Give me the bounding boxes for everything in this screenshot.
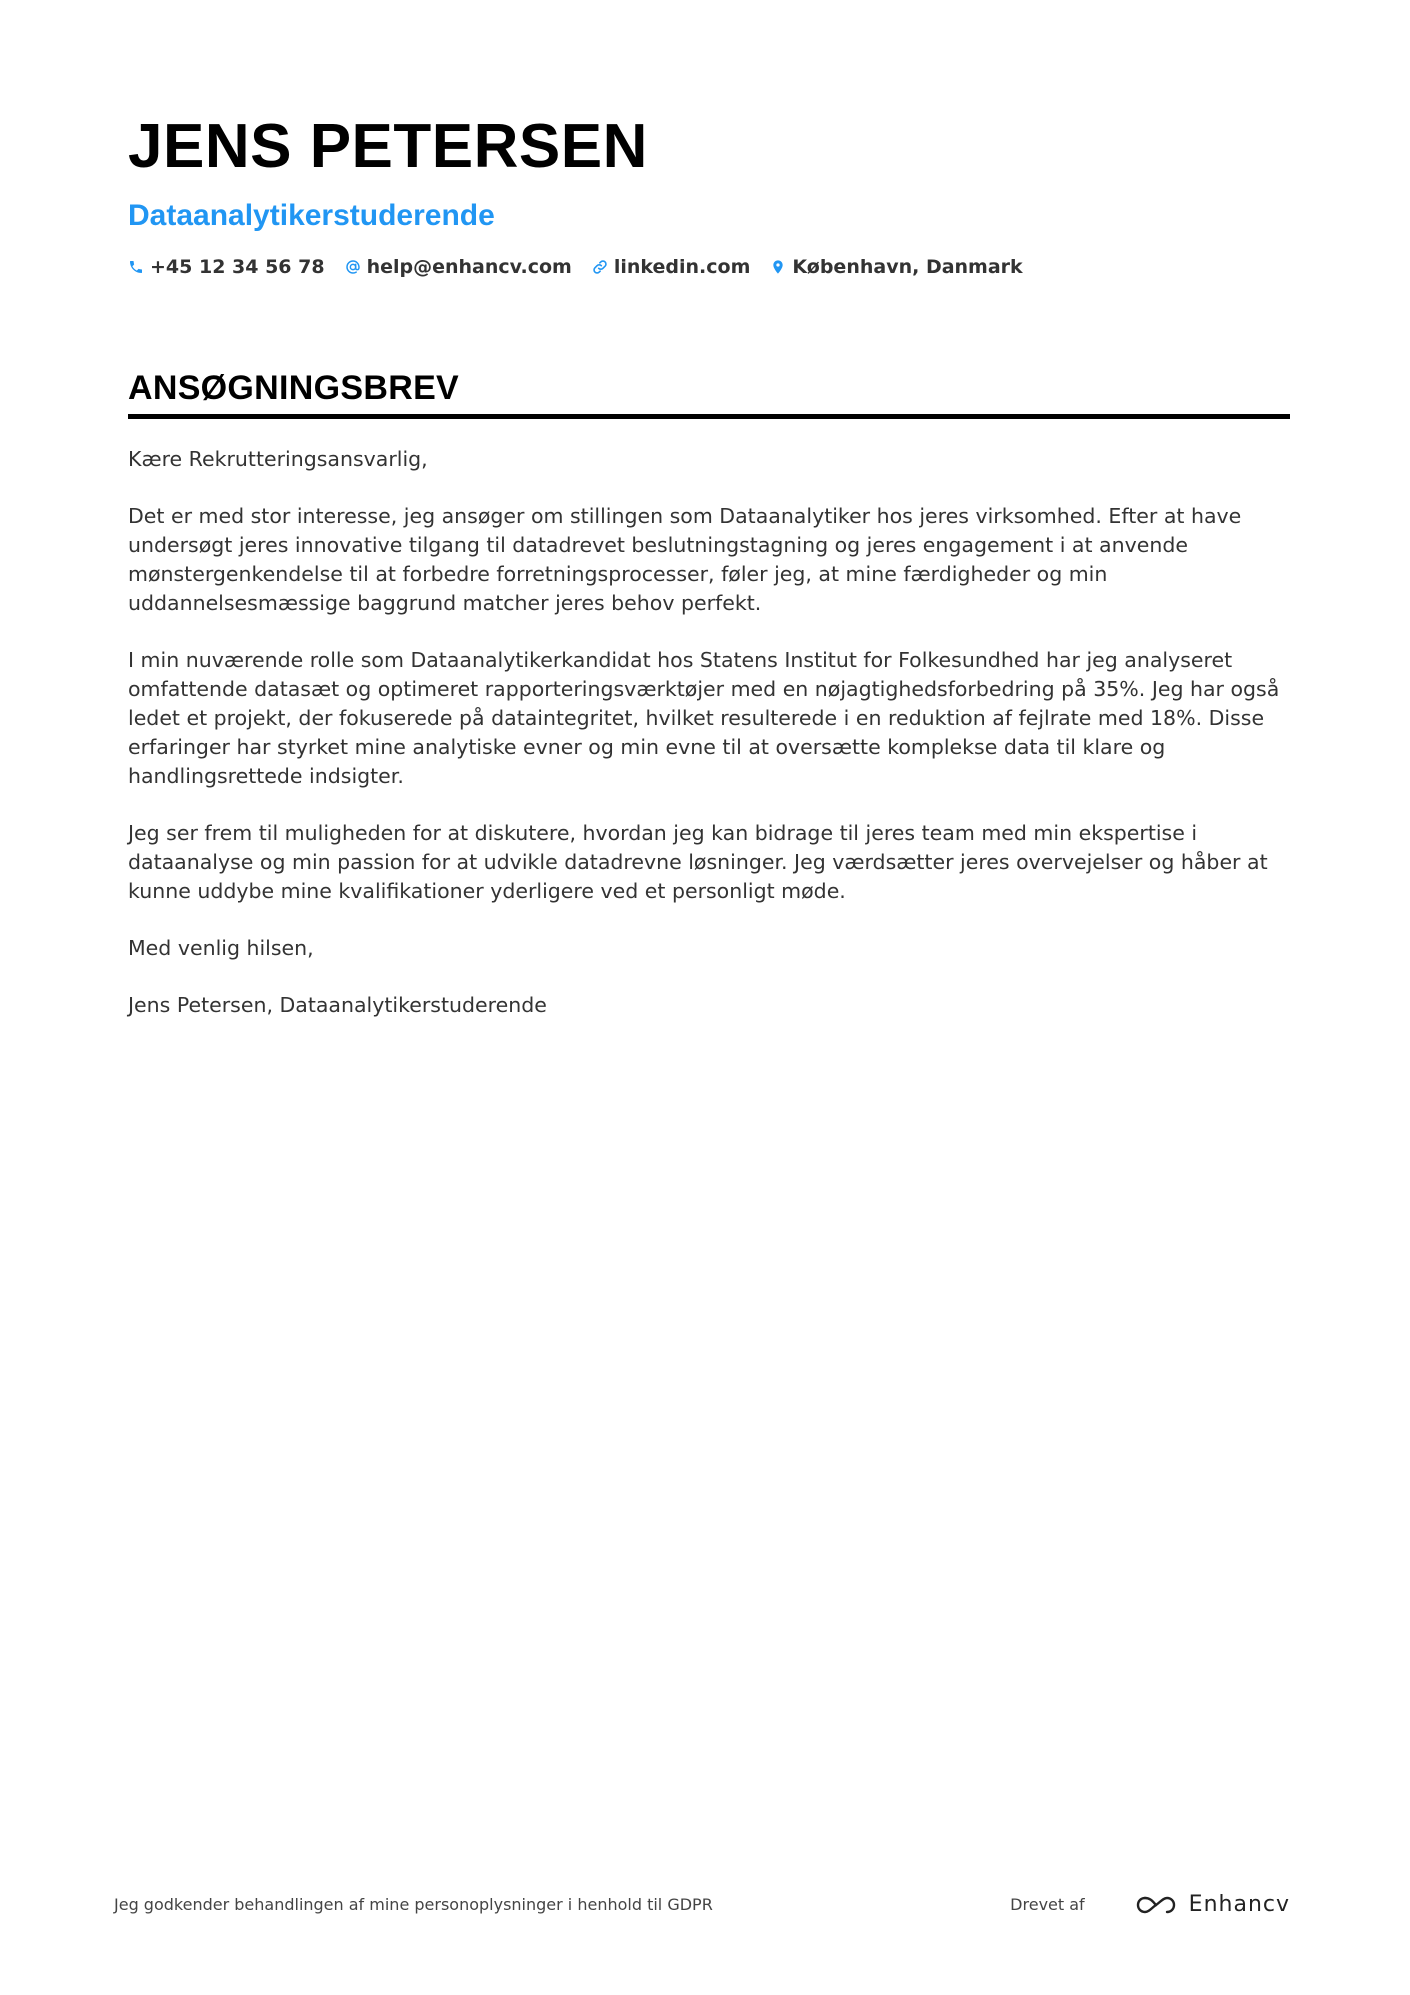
infinity-logo-icon: [1133, 1893, 1179, 1917]
applicant-role: Dataanalytikerstuderende: [128, 199, 495, 232]
section-divider: [128, 414, 1290, 419]
gdpr-consent: Jeg godkender behandlingen af mine personoplysninger i henhold til GDPR: [114, 1895, 713, 1914]
contact-bar: [128, 256, 1290, 278]
letter-greeting: Kære Rekrutteringsansvarlig,: [128, 447, 428, 471]
location-text: København, Danmark: [792, 256, 1023, 278]
applicant-name: JENS PETERSEN: [128, 112, 648, 181]
section-title: ANSØGNINGSBREV: [128, 369, 460, 407]
letter-closing: Med venlig hilsen,: [128, 936, 314, 960]
contact-phone[interactable]: [128, 256, 325, 278]
contact-website[interactable]: [592, 256, 751, 278]
website-text: linkedin.com: [613, 256, 751, 278]
letter-body: [128, 445, 1290, 1020]
brand-name: Enhancv: [1188, 1892, 1290, 1917]
phone-icon: [128, 259, 144, 275]
email-text: help@enhancv.com: [366, 256, 572, 278]
powered-by-label: Drevet af: [1010, 1895, 1085, 1914]
cover-letter-page: [128, 110, 1290, 1048]
phone-text: +45 12 34 56 78: [150, 256, 325, 278]
letter-paragraph: Det er med stor interesse, jeg ansøger om stillingen som Dataanalytiker hos jeres virksomhed. Efter at have undersøgt jeres innovative tilgang til datadrevet beslutningstagning og jeres engagement i at anvende mønstergenkendelse til at forbedre forretningsprocesser, føler jeg, at mine færdigheder og min uddannelsesmæssige baggrund matcher jeres behov perfekt.: [128, 504, 1242, 615]
contact-location: [770, 256, 1022, 278]
letter-paragraph: I min nuværende rolle som Dataanalytikerkandidat hos Statens Institut for Folkesundhed har jeg analyseret omfattende datasæt og optimeret rapporteringsværktøjer med en nøjagtighedsforbedring på 35%. Jeg har også ledet et projekt, der fokuserede på dataintegritet, hvilket resulterede i en reduktion af fejlrate med 18%. Disse erfaringer har styrket mine analytiske evner og min evne til at oversætte komplekse data til klare og handlingsrettede indsigter.: [128, 648, 1280, 788]
page-footer: [114, 1892, 1290, 1917]
letter-paragraph: Jeg ser frem til muligheden for at diskutere, hvordan jeg kan bidrage til jeres team med min ekspertise i dataanalyse og min passion for at udvikle datadrevne løsninger. Jeg værdsætter jeres overvejelser og håber at kunne uddybe mine kvalifikationer yderligere ved et personligt møde.: [128, 821, 1268, 903]
letter-signature: Jens Petersen, Dataanalytikerstuderende: [128, 993, 547, 1017]
link-icon: [592, 259, 608, 275]
enhancv-logo[interactable]: [1133, 1892, 1290, 1917]
contact-email[interactable]: [345, 256, 572, 278]
location-pin-icon: [770, 259, 786, 275]
at-icon: [345, 259, 361, 275]
